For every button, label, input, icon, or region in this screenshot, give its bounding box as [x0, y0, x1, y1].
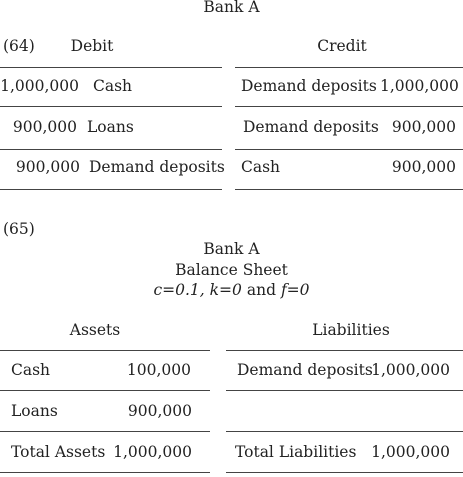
balance-sheet-number: (65) [3, 220, 35, 238]
liability-amount-1: 1,000,000 [371, 361, 450, 379]
debit-amount-2: 900,000 [12, 118, 77, 136]
balance-sheet-params [0, 283, 463, 299]
assets-rule-2 [0, 390, 210, 391]
total-liabilities-amount: 1,000,000 [371, 443, 450, 461]
credit-rule-2 [235, 106, 463, 107]
credit-rule-3 [235, 149, 463, 150]
assets-rule-1 [0, 350, 210, 351]
param-c: c=0.1, [153, 281, 205, 299]
t-account-number: (64) [3, 37, 35, 55]
liabilities-rule-2 [226, 390, 463, 391]
balance-sheet-subtitle: Balance Sheet [175, 261, 288, 279]
credit-label-1: Demand deposits [241, 77, 377, 95]
debit-rule-2 [0, 106, 222, 107]
credit-rule-4 [235, 189, 463, 190]
t-account-title: Bank A [203, 0, 260, 16]
debit-amount-3: 900,000 [15, 158, 80, 176]
total-assets-amount: 1,000,000 [113, 443, 192, 461]
liabilities-rule-1 [226, 350, 463, 351]
credit-header: Credit [317, 37, 367, 55]
assets-rule-4 [0, 472, 210, 473]
liabilities-header: Liabilities [312, 321, 390, 339]
liabilities-rule-4 [226, 472, 463, 473]
asset-label-1: Cash [11, 361, 51, 379]
debit-label-3: Demand deposits [89, 158, 225, 176]
total-liabilities-label: Total Liabilities [235, 443, 357, 461]
balance-sheet-bank-title: Bank A [203, 240, 260, 258]
asset-amount-1: 100,000 [126, 361, 191, 379]
debit-rule-4 [0, 189, 222, 190]
param-k: k=0 [209, 281, 242, 299]
credit-label-2: Demand deposits [243, 118, 379, 136]
liability-label-1: Demand deposits [237, 361, 373, 379]
debit-label-1: Cash [93, 77, 133, 95]
asset-label-2: Loans [11, 402, 58, 420]
credit-amount-2: 900,000 [391, 118, 456, 136]
credit-amount-3: 900,000 [391, 158, 456, 176]
param-f: f=0 [280, 281, 310, 299]
credit-rule-1 [235, 67, 463, 68]
assets-header: Assets [69, 321, 121, 339]
liabilities-rule-3 [226, 431, 463, 432]
credit-label-3: Cash [241, 158, 281, 176]
debit-rule-3 [0, 149, 222, 150]
asset-amount-2: 900,000 [127, 402, 192, 420]
debit-rule-1 [0, 67, 222, 68]
debit-label-2: Loans [87, 118, 134, 136]
credit-amount-1: 1,000,000 [380, 77, 459, 95]
total-assets-label: Total Assets [11, 443, 106, 461]
param-and: and [246, 281, 276, 299]
debit-header: Debit [70, 37, 114, 55]
debit-amount-1: 1,000,000 [0, 77, 79, 95]
assets-rule-3 [0, 431, 210, 432]
